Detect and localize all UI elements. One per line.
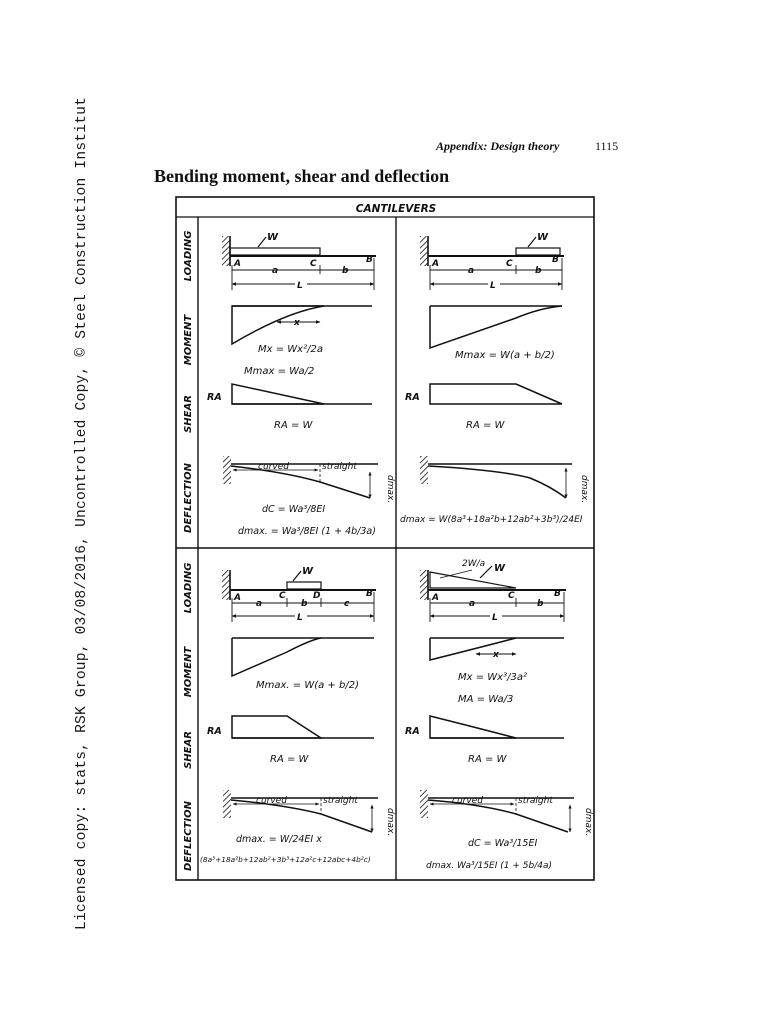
dim-a: a bbox=[272, 266, 279, 276]
point-c: C bbox=[508, 591, 515, 601]
load-w: W bbox=[267, 232, 279, 243]
dmax-label: dmax. bbox=[385, 808, 395, 837]
running-header: Appendix: Design theory bbox=[436, 139, 560, 153]
load-arrow-icon bbox=[258, 237, 266, 247]
case4-shear-formula: RA = W bbox=[468, 754, 507, 765]
straight-label: straight bbox=[323, 796, 358, 806]
load-arrow-icon bbox=[528, 237, 536, 247]
reaction-label: RA bbox=[405, 726, 420, 737]
point-d: D bbox=[313, 591, 321, 601]
row-label-deflection: DEFLECTION bbox=[183, 463, 194, 533]
straight-label: straight bbox=[518, 796, 553, 806]
case1-mmax: Mmax = Wa/2 bbox=[244, 366, 315, 377]
row-label-moment: MOMENT bbox=[183, 314, 194, 366]
case4-moment bbox=[430, 638, 564, 705]
dmax-label: dmax. bbox=[583, 808, 593, 837]
page-number: 1115 bbox=[595, 139, 619, 153]
curved-label: curved bbox=[256, 796, 287, 806]
straight-label: straight bbox=[322, 462, 357, 472]
point-a: A bbox=[432, 593, 439, 603]
row-label-loading-2: LOADING bbox=[183, 562, 194, 614]
point-b: B bbox=[366, 589, 373, 599]
triangular-load bbox=[430, 572, 516, 588]
dim-b: b bbox=[301, 599, 308, 609]
udl-load bbox=[287, 582, 321, 589]
case4-shear bbox=[405, 716, 564, 765]
case2-loading bbox=[420, 232, 564, 291]
case1-dc: dC = Wa³/8EI bbox=[262, 504, 326, 515]
row-label-shear-2: SHEAR bbox=[183, 731, 194, 769]
dim-b: b bbox=[535, 266, 542, 276]
case3-dmax-expr: (8a³+18a²b+12ab²+3b³+12a²c+12abc+4b²c) bbox=[200, 855, 371, 864]
page-title: Bending moment, shear and deflection bbox=[154, 166, 450, 186]
case1-deflection bbox=[223, 456, 395, 537]
case3-deflection bbox=[200, 790, 395, 864]
dim-x: x bbox=[493, 650, 499, 660]
case4-mx: Mx = Wx³/3a² bbox=[458, 672, 527, 683]
load-2w-over-a: 2W/a bbox=[462, 559, 486, 569]
table-frame bbox=[176, 197, 594, 880]
dim-a: a bbox=[468, 266, 475, 276]
case3-shear bbox=[207, 716, 374, 765]
case2-dmax: dmax = W(8a³+18a²b+12ab²+3b³)/24EI bbox=[400, 515, 583, 525]
copyright-watermark: Licensed copy: stats, RSK Group, 03/08/2016, Uncontrolled Copy, © Steel Construction Institut bbox=[74, 96, 90, 930]
point-a: A bbox=[234, 593, 241, 603]
row-labels bbox=[183, 231, 194, 871]
wall-support bbox=[223, 456, 231, 484]
point-c: C bbox=[279, 591, 286, 601]
case4-dmax: dmax. Wa³/15EI (1 + 5b/4a) bbox=[426, 861, 552, 871]
dmax-label: dmax. bbox=[579, 475, 589, 504]
case3-dmax: dmax. = W/24EI x bbox=[236, 834, 322, 845]
case3-shear-formula: RA = W bbox=[270, 754, 309, 765]
row-label-loading: LOADING bbox=[183, 230, 194, 282]
case4-dc: dC = Wa³/15EI bbox=[468, 838, 538, 849]
case1-loading bbox=[222, 232, 376, 291]
case2-deflection bbox=[400, 456, 589, 525]
dim-a: a bbox=[469, 599, 476, 609]
load-w: W bbox=[302, 566, 314, 577]
udl-load bbox=[516, 248, 560, 255]
wall-support bbox=[420, 570, 428, 600]
row-label-shear: SHEAR bbox=[183, 395, 194, 433]
reaction-label: RA bbox=[405, 392, 420, 403]
load-w: W bbox=[494, 563, 506, 574]
case1-moment bbox=[232, 306, 372, 377]
case2-shear bbox=[405, 384, 562, 431]
case1-mx: Mx = Wx²/2a bbox=[258, 344, 323, 355]
dim-b: b bbox=[537, 599, 544, 609]
case1-shear bbox=[207, 384, 372, 431]
point-b: B bbox=[366, 255, 373, 265]
dim-l: L bbox=[297, 613, 303, 623]
dim-c: c bbox=[344, 599, 350, 609]
dim-x: x bbox=[294, 318, 300, 328]
dim-l: L bbox=[492, 613, 498, 623]
point-c: C bbox=[506, 259, 513, 269]
dim-a: a bbox=[256, 599, 263, 609]
case4-loading bbox=[420, 559, 566, 623]
case3-mmax: Mmax. = W(a + b/2) bbox=[256, 680, 359, 691]
row-label-moment-2: MOMENT bbox=[183, 646, 194, 698]
udl-load bbox=[230, 248, 320, 255]
row-label-deflection-2: DEFLECTION bbox=[183, 801, 194, 871]
case4-deflection bbox=[420, 790, 593, 871]
reaction-label: RA bbox=[207, 392, 222, 403]
case1-shear-formula: RA = W bbox=[274, 420, 313, 431]
case3-moment bbox=[232, 638, 374, 691]
dim-l: L bbox=[490, 281, 496, 291]
case2-shear-formula: RA = W bbox=[466, 420, 505, 431]
dim-b: b bbox=[342, 266, 349, 276]
dmax-label: dmax. bbox=[385, 475, 395, 504]
point-a: A bbox=[432, 259, 439, 269]
point-a: A bbox=[234, 259, 241, 269]
reaction-label: RA bbox=[207, 726, 222, 737]
table-heading: CANTILEVERS bbox=[355, 203, 437, 215]
case1-dmax: dmax. = Wa³/8EI (1 + 4b/3a) bbox=[238, 526, 376, 537]
wall-support bbox=[222, 570, 230, 600]
curved-label: curved bbox=[258, 462, 289, 472]
case4-ma: MA = Wa/3 bbox=[458, 694, 514, 705]
dim-l: L bbox=[297, 281, 303, 291]
wall-support bbox=[420, 236, 428, 266]
wall-support bbox=[223, 790, 231, 818]
curved-label: curved bbox=[452, 796, 483, 806]
load-w: W bbox=[537, 232, 549, 243]
wall-support bbox=[420, 456, 428, 484]
wall-support bbox=[222, 236, 230, 266]
load-arrow-icon bbox=[293, 571, 301, 581]
point-b: B bbox=[552, 255, 559, 265]
case3-loading bbox=[222, 566, 376, 623]
case2-moment bbox=[430, 306, 562, 361]
point-b: B bbox=[554, 589, 561, 599]
point-c: C bbox=[310, 259, 317, 269]
wall-support bbox=[420, 790, 428, 818]
case2-mmax: Mmax = W(a + b/2) bbox=[455, 350, 555, 361]
